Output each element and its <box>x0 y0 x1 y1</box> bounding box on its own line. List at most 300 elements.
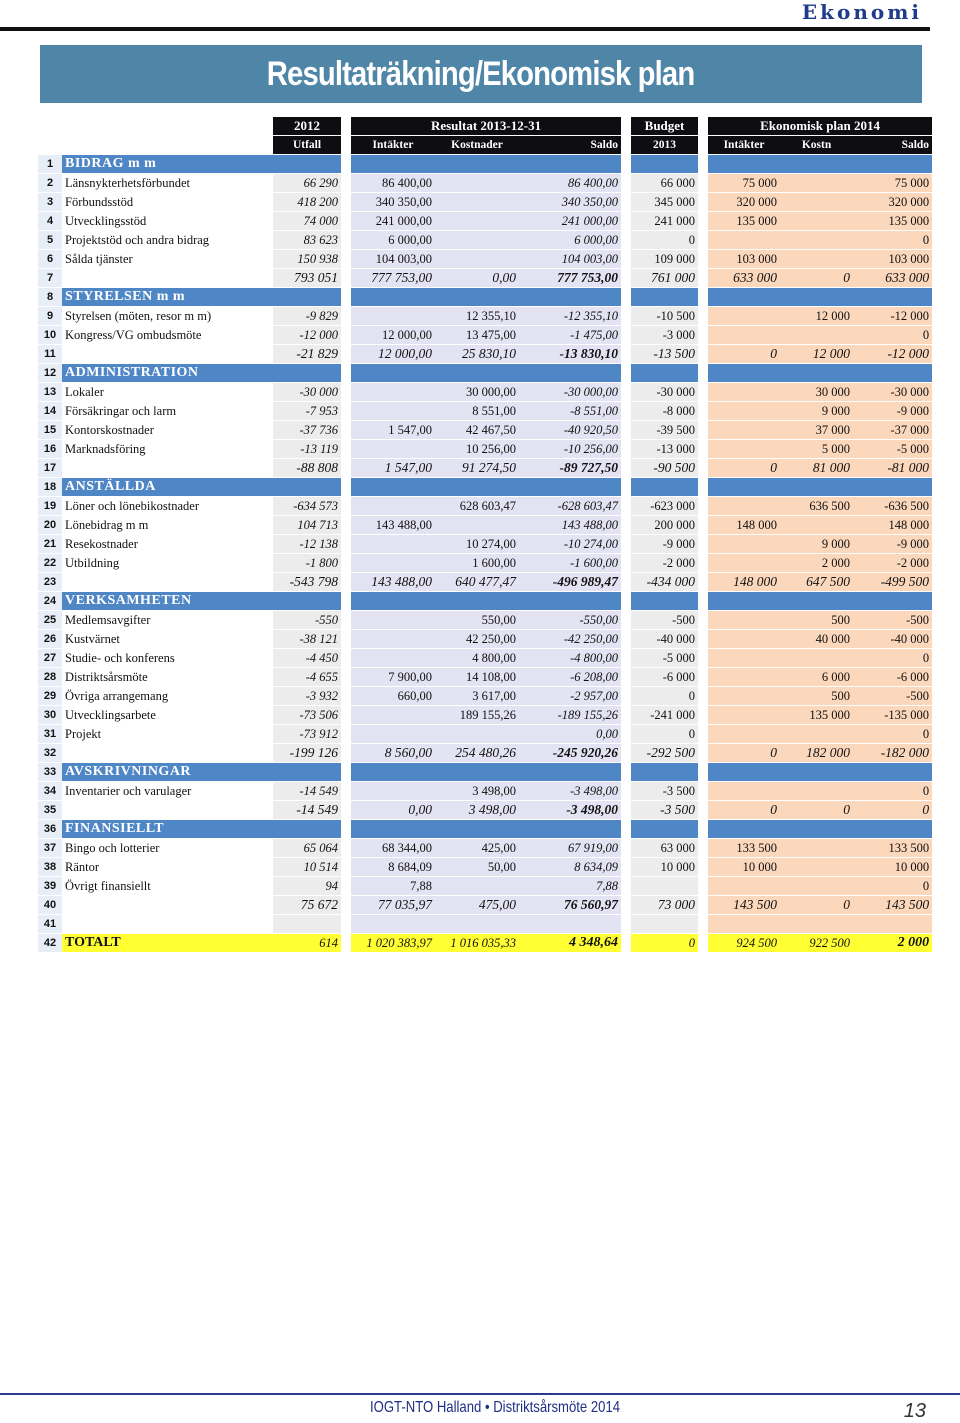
cell-ri <box>351 725 435 744</box>
cell-rs: -4 800,00 <box>519 649 621 668</box>
cell-rs: 104 003,00 <box>519 250 621 269</box>
cell-ps: -6 000 <box>853 668 932 687</box>
row-label: Utbildning <box>62 554 273 573</box>
cell-rk <box>435 915 519 934</box>
cell-ri <box>351 630 435 649</box>
cell-ri <box>351 535 435 554</box>
cell-rs: -245 920,26 <box>519 744 621 763</box>
cell-ps: -636 500 <box>853 497 932 516</box>
cell-pk <box>780 782 853 801</box>
budget-header: Budget <box>631 117 698 136</box>
cell-rk <box>435 725 519 744</box>
cell-pi: 75 000 <box>708 174 780 193</box>
cell-pi <box>708 706 780 725</box>
row-label: Kontorskostnader <box>62 421 273 440</box>
cell-bud <box>631 478 698 497</box>
table-row <box>38 193 932 212</box>
row-number: 1 <box>38 155 62 174</box>
cell-ps <box>853 763 932 782</box>
cell-bud: 73 000 <box>631 896 698 915</box>
cell-ri: 104 003,00 <box>351 250 435 269</box>
resultat-header: Resultat 2013-12-31 <box>351 117 621 136</box>
cell-pi: 0 <box>708 744 780 763</box>
row-label: Förbundsstöd <box>62 193 273 212</box>
cell-ri <box>351 497 435 516</box>
row-number: 20 <box>38 516 62 535</box>
cell-ps: 133 500 <box>853 839 932 858</box>
table-row <box>38 383 932 402</box>
row-number: 14 <box>38 402 62 421</box>
cell-ri: 1 020 383,97 <box>351 934 435 953</box>
row-label: Bingo och lotterier <box>62 839 273 858</box>
cell-pk: 6 000 <box>780 668 853 687</box>
cell-rs <box>519 763 621 782</box>
table-row <box>38 934 932 953</box>
plan-intakter-header: Intäkter <box>708 136 780 155</box>
cell-ps: 135 000 <box>853 212 932 231</box>
row-number: 5 <box>38 231 62 250</box>
row-label: Länsnykterhetsförbundet <box>62 174 273 193</box>
cell-pk <box>780 193 853 212</box>
row-number: 13 <box>38 383 62 402</box>
cell-pi: 143 500 <box>708 896 780 915</box>
section-label: VERKSAMHETEN <box>62 592 273 611</box>
cell-ri: 8 684,09 <box>351 858 435 877</box>
cell-pk <box>780 915 853 934</box>
cell-utf: -38 121 <box>273 630 341 649</box>
table-row <box>38 155 932 174</box>
table-row <box>38 269 932 288</box>
cell-utf: -3 932 <box>273 687 341 706</box>
row-number: 12 <box>38 364 62 383</box>
table-row <box>38 858 932 877</box>
cell-bud: 0 <box>631 687 698 706</box>
table-row <box>38 288 932 307</box>
cell-ps <box>853 364 932 383</box>
cell-ps: -40 000 <box>853 630 932 649</box>
cell-ri: 12 000,00 <box>351 345 435 364</box>
cell-ps: 148 000 <box>853 516 932 535</box>
cell-ps: -5 000 <box>853 440 932 459</box>
cell-bud <box>631 155 698 174</box>
cell-bud <box>631 592 698 611</box>
cell-bud: 0 <box>631 231 698 250</box>
cell-pk: 647 500 <box>780 573 853 592</box>
row-number: 19 <box>38 497 62 516</box>
table-row <box>38 630 932 649</box>
cell-ri <box>351 706 435 725</box>
cell-pi <box>708 535 780 554</box>
cell-ps: -135 000 <box>853 706 932 725</box>
cell-ri <box>351 611 435 630</box>
cell-utf: -12 000 <box>273 326 341 345</box>
cell-rs: -30 000,00 <box>519 383 621 402</box>
cell-pi <box>708 630 780 649</box>
cell-pk: 9 000 <box>780 402 853 421</box>
cell-utf: 75 672 <box>273 896 341 915</box>
cell-pi <box>708 383 780 402</box>
cell-pk <box>780 326 853 345</box>
cell-pk <box>780 231 853 250</box>
cell-rs <box>519 364 621 383</box>
table-row <box>38 554 932 573</box>
row-label: Utvecklingsstöd <box>62 212 273 231</box>
cell-pk: 2 000 <box>780 554 853 573</box>
cell-ps: -9 000 <box>853 402 932 421</box>
table-row <box>38 516 932 535</box>
row-number: 26 <box>38 630 62 649</box>
cell-bud: -434 000 <box>631 573 698 592</box>
cell-pi <box>708 288 780 307</box>
row-number: 23 <box>38 573 62 592</box>
row-label: Kongress/VG ombudsmöte <box>62 326 273 345</box>
cell-pi: 633 000 <box>708 269 780 288</box>
table-row <box>38 573 932 592</box>
row-label: Projektstöd och andra bidrag <box>62 231 273 250</box>
table-row <box>38 668 932 687</box>
cell-rk: 550,00 <box>435 611 519 630</box>
row-label <box>62 896 273 915</box>
row-label: Sålda tjänster <box>62 250 273 269</box>
row-label <box>62 269 273 288</box>
cell-rs: -40 920,50 <box>519 421 621 440</box>
cell-ri: 12 000,00 <box>351 326 435 345</box>
cell-utf: -88 808 <box>273 459 341 478</box>
cell-rk: 12 355,10 <box>435 307 519 326</box>
cell-ri: 143 488,00 <box>351 516 435 535</box>
cell-bud: -623 000 <box>631 497 698 516</box>
cell-bud: 345 000 <box>631 193 698 212</box>
cell-rk <box>435 877 519 896</box>
cell-bud: -3 000 <box>631 326 698 345</box>
cell-ri: 777 753,00 <box>351 269 435 288</box>
cell-pk: 500 <box>780 611 853 630</box>
row-label: Lönebidrag m m <box>62 516 273 535</box>
cell-utf: -13 119 <box>273 440 341 459</box>
cell-pk: 9 000 <box>780 535 853 554</box>
kostnader-header: Kostnader <box>435 136 519 155</box>
row-number: 18 <box>38 478 62 497</box>
cell-utf: -21 829 <box>273 345 341 364</box>
cell-rk <box>435 174 519 193</box>
cell-utf: -550 <box>273 611 341 630</box>
cell-ps: 75 000 <box>853 174 932 193</box>
cell-rk: 475,00 <box>435 896 519 915</box>
table-row <box>38 611 932 630</box>
table-row <box>38 497 932 516</box>
cell-pi <box>708 440 780 459</box>
cell-bud <box>631 820 698 839</box>
cell-pk: 182 000 <box>780 744 853 763</box>
cell-utf: 793 051 <box>273 269 341 288</box>
cell-utf: -73 506 <box>273 706 341 725</box>
title-banner <box>40 45 922 103</box>
cell-pi <box>708 915 780 934</box>
row-number: 30 <box>38 706 62 725</box>
cell-pi <box>708 554 780 573</box>
cell-pi <box>708 877 780 896</box>
cell-bud <box>631 364 698 383</box>
cell-rs: -550,00 <box>519 611 621 630</box>
cell-bud: -39 500 <box>631 421 698 440</box>
cell-utf: 65 064 <box>273 839 341 858</box>
row-number: 27 <box>38 649 62 668</box>
cell-pk <box>780 250 853 269</box>
cell-ri <box>351 915 435 934</box>
row-number: 9 <box>38 307 62 326</box>
cell-bud: 241 000 <box>631 212 698 231</box>
cell-pi <box>708 687 780 706</box>
row-label: Marknadsföring <box>62 440 273 459</box>
cell-rs: 0,00 <box>519 725 621 744</box>
cell-ps: 0 <box>853 801 932 820</box>
cell-rs <box>519 155 621 174</box>
row-number: 6 <box>38 250 62 269</box>
cell-bud: -8 000 <box>631 402 698 421</box>
row-number: 34 <box>38 782 62 801</box>
section-heading: Ekonomi <box>801 0 922 24</box>
cell-ri <box>351 364 435 383</box>
cell-rs: 777 753,00 <box>519 269 621 288</box>
cell-ps: -182 000 <box>853 744 932 763</box>
cell-pi: 103 000 <box>708 250 780 269</box>
table-row <box>38 212 932 231</box>
cell-utf: -73 912 <box>273 725 341 744</box>
cell-bud <box>631 288 698 307</box>
cell-ps: -30 000 <box>853 383 932 402</box>
table-row <box>38 839 932 858</box>
row-number: 4 <box>38 212 62 231</box>
cell-ps: -500 <box>853 611 932 630</box>
cell-utf: -1 800 <box>273 554 341 573</box>
cell-pi <box>708 364 780 383</box>
cell-pi <box>708 649 780 668</box>
cell-ri: 660,00 <box>351 687 435 706</box>
cell-rk: 13 475,00 <box>435 326 519 345</box>
row-number: 29 <box>38 687 62 706</box>
cell-ps <box>853 478 932 497</box>
cell-rs: 241 000,00 <box>519 212 621 231</box>
cell-utf <box>273 364 341 383</box>
cell-pk <box>780 174 853 193</box>
cell-ri <box>351 402 435 421</box>
cell-bud: -292 500 <box>631 744 698 763</box>
row-label: Studie- och konferens <box>62 649 273 668</box>
cell-ri: 86 400,00 <box>351 174 435 193</box>
cell-bud: 200 000 <box>631 516 698 535</box>
cell-pi <box>708 326 780 345</box>
cell-rk <box>435 288 519 307</box>
cell-rs: -496 989,47 <box>519 573 621 592</box>
cell-ps: -37 000 <box>853 421 932 440</box>
cell-bud: 63 000 <box>631 839 698 858</box>
cell-pk: 30 000 <box>780 383 853 402</box>
page-title: Resultaträkning/Ekonomisk plan <box>267 54 695 93</box>
cell-bud: 0 <box>631 725 698 744</box>
cell-rk: 91 274,50 <box>435 459 519 478</box>
table-row <box>38 782 932 801</box>
cell-ri <box>351 440 435 459</box>
cell-rs <box>519 478 621 497</box>
table-row <box>38 706 932 725</box>
cell-utf <box>273 155 341 174</box>
cell-pi <box>708 421 780 440</box>
row-label: Projekt <box>62 725 273 744</box>
cell-ps: -9 000 <box>853 535 932 554</box>
row-number: 28 <box>38 668 62 687</box>
cell-pk <box>780 288 853 307</box>
cell-ps: -12 000 <box>853 307 932 326</box>
cell-ri: 6 000,00 <box>351 231 435 250</box>
cell-bud: -13 000 <box>631 440 698 459</box>
cell-ri: 77 035,97 <box>351 896 435 915</box>
cell-pk <box>780 858 853 877</box>
cell-pi: 320 000 <box>708 193 780 212</box>
cell-pi <box>708 155 780 174</box>
utfall-header: Utfall <box>273 136 341 155</box>
cell-rs: 143 488,00 <box>519 516 621 535</box>
row-number: 36 <box>38 820 62 839</box>
cell-ri: 1 547,00 <box>351 421 435 440</box>
cell-rs: -189 155,26 <box>519 706 621 725</box>
cell-rk: 25 830,10 <box>435 345 519 364</box>
cell-ri: 68 344,00 <box>351 839 435 858</box>
table-row <box>38 307 932 326</box>
row-label: Lokaler <box>62 383 273 402</box>
cell-ri <box>351 155 435 174</box>
row-number: 35 <box>38 801 62 820</box>
row-label: Styrelsen (möten, resor m m) <box>62 307 273 326</box>
section-label: STYRELSEN m m <box>62 288 273 307</box>
cell-bud: -10 500 <box>631 307 698 326</box>
table-row <box>38 801 932 820</box>
cell-pi <box>708 611 780 630</box>
cell-rk: 254 480,26 <box>435 744 519 763</box>
cell-ps: -499 500 <box>853 573 932 592</box>
cell-ri: 8 560,00 <box>351 744 435 763</box>
cell-rk: 3 617,00 <box>435 687 519 706</box>
cell-ps: 633 000 <box>853 269 932 288</box>
cell-rs: -6 208,00 <box>519 668 621 687</box>
cell-utf <box>273 820 341 839</box>
cell-utf: -14 549 <box>273 782 341 801</box>
cell-ps: 0 <box>853 725 932 744</box>
cell-pi <box>708 402 780 421</box>
row-label: Övrigt finansiellt <box>62 877 273 896</box>
cell-ps: 143 500 <box>853 896 932 915</box>
cell-pi <box>708 307 780 326</box>
cell-ri <box>351 478 435 497</box>
cell-pk <box>780 820 853 839</box>
cell-rs <box>519 288 621 307</box>
cell-utf: -634 573 <box>273 497 341 516</box>
cell-pk: 0 <box>780 896 853 915</box>
cell-ri: 0,00 <box>351 801 435 820</box>
cell-ps: -12 000 <box>853 345 932 364</box>
cell-bud: -3 500 <box>631 782 698 801</box>
cell-ri <box>351 782 435 801</box>
row-number: 7 <box>38 269 62 288</box>
row-label: Utvecklingsarbete <box>62 706 273 725</box>
row-label: Inventarier och varulager <box>62 782 273 801</box>
cell-rk: 4 800,00 <box>435 649 519 668</box>
row-label <box>62 801 273 820</box>
cell-bud: 761 000 <box>631 269 698 288</box>
cell-pi: 148 000 <box>708 573 780 592</box>
cell-rk: 30 000,00 <box>435 383 519 402</box>
table-row <box>38 440 932 459</box>
cell-rk: 1 600,00 <box>435 554 519 573</box>
intakter-header: Intäkter <box>351 136 435 155</box>
cell-bud <box>631 877 698 896</box>
cell-ri <box>351 288 435 307</box>
cell-ri: 340 350,00 <box>351 193 435 212</box>
table-row <box>38 459 932 478</box>
cell-ri <box>351 649 435 668</box>
cell-bud <box>631 763 698 782</box>
financial-table <box>38 117 932 953</box>
cell-rs: -8 551,00 <box>519 402 621 421</box>
cell-pi <box>708 763 780 782</box>
table-header-row-1 <box>38 117 932 136</box>
cell-ps <box>853 288 932 307</box>
cell-pk <box>780 516 853 535</box>
cell-ri <box>351 763 435 782</box>
table-row <box>38 763 932 782</box>
cell-rk <box>435 592 519 611</box>
cell-rs: -3 498,00 <box>519 801 621 820</box>
row-number: 39 <box>38 877 62 896</box>
cell-pk <box>780 839 853 858</box>
row-label <box>62 459 273 478</box>
cell-ri <box>351 592 435 611</box>
cell-rk <box>435 478 519 497</box>
cell-ps: 103 000 <box>853 250 932 269</box>
row-number: 41 <box>38 915 62 934</box>
cell-pi <box>708 668 780 687</box>
cell-bud: -13 500 <box>631 345 698 364</box>
table-row <box>38 364 932 383</box>
section-label: FINANSIELLT <box>62 820 273 839</box>
cell-utf: -12 138 <box>273 535 341 554</box>
cell-rs: -12 355,10 <box>519 307 621 326</box>
cell-rk: 3 498,00 <box>435 782 519 801</box>
cell-pi <box>708 725 780 744</box>
cell-rk: 1 016 035,33 <box>435 934 519 953</box>
row-label: Distriktsårsmöte <box>62 668 273 687</box>
cell-utf: -199 126 <box>273 744 341 763</box>
table-row <box>38 326 932 345</box>
cell-pi: 148 000 <box>708 516 780 535</box>
table-row <box>38 896 932 915</box>
row-number: 37 <box>38 839 62 858</box>
cell-ri <box>351 383 435 402</box>
cell-rs: -10 274,00 <box>519 535 621 554</box>
cell-pk: 81 000 <box>780 459 853 478</box>
cell-rk: 189 155,26 <box>435 706 519 725</box>
cell-utf: 104 713 <box>273 516 341 535</box>
cell-bud: 10 000 <box>631 858 698 877</box>
cell-pk <box>780 592 853 611</box>
cell-pk: 135 000 <box>780 706 853 725</box>
cell-utf: -543 798 <box>273 573 341 592</box>
cell-rs: -13 830,10 <box>519 345 621 364</box>
budget-year-header: 2013 <box>631 136 698 155</box>
plan-saldo-header: Saldo <box>853 136 932 155</box>
footer-text: IOGT-NTO Halland • Distriktsårsmöte 2014 <box>370 1399 621 1416</box>
cell-pi <box>708 497 780 516</box>
cell-ps: 0 <box>853 877 932 896</box>
